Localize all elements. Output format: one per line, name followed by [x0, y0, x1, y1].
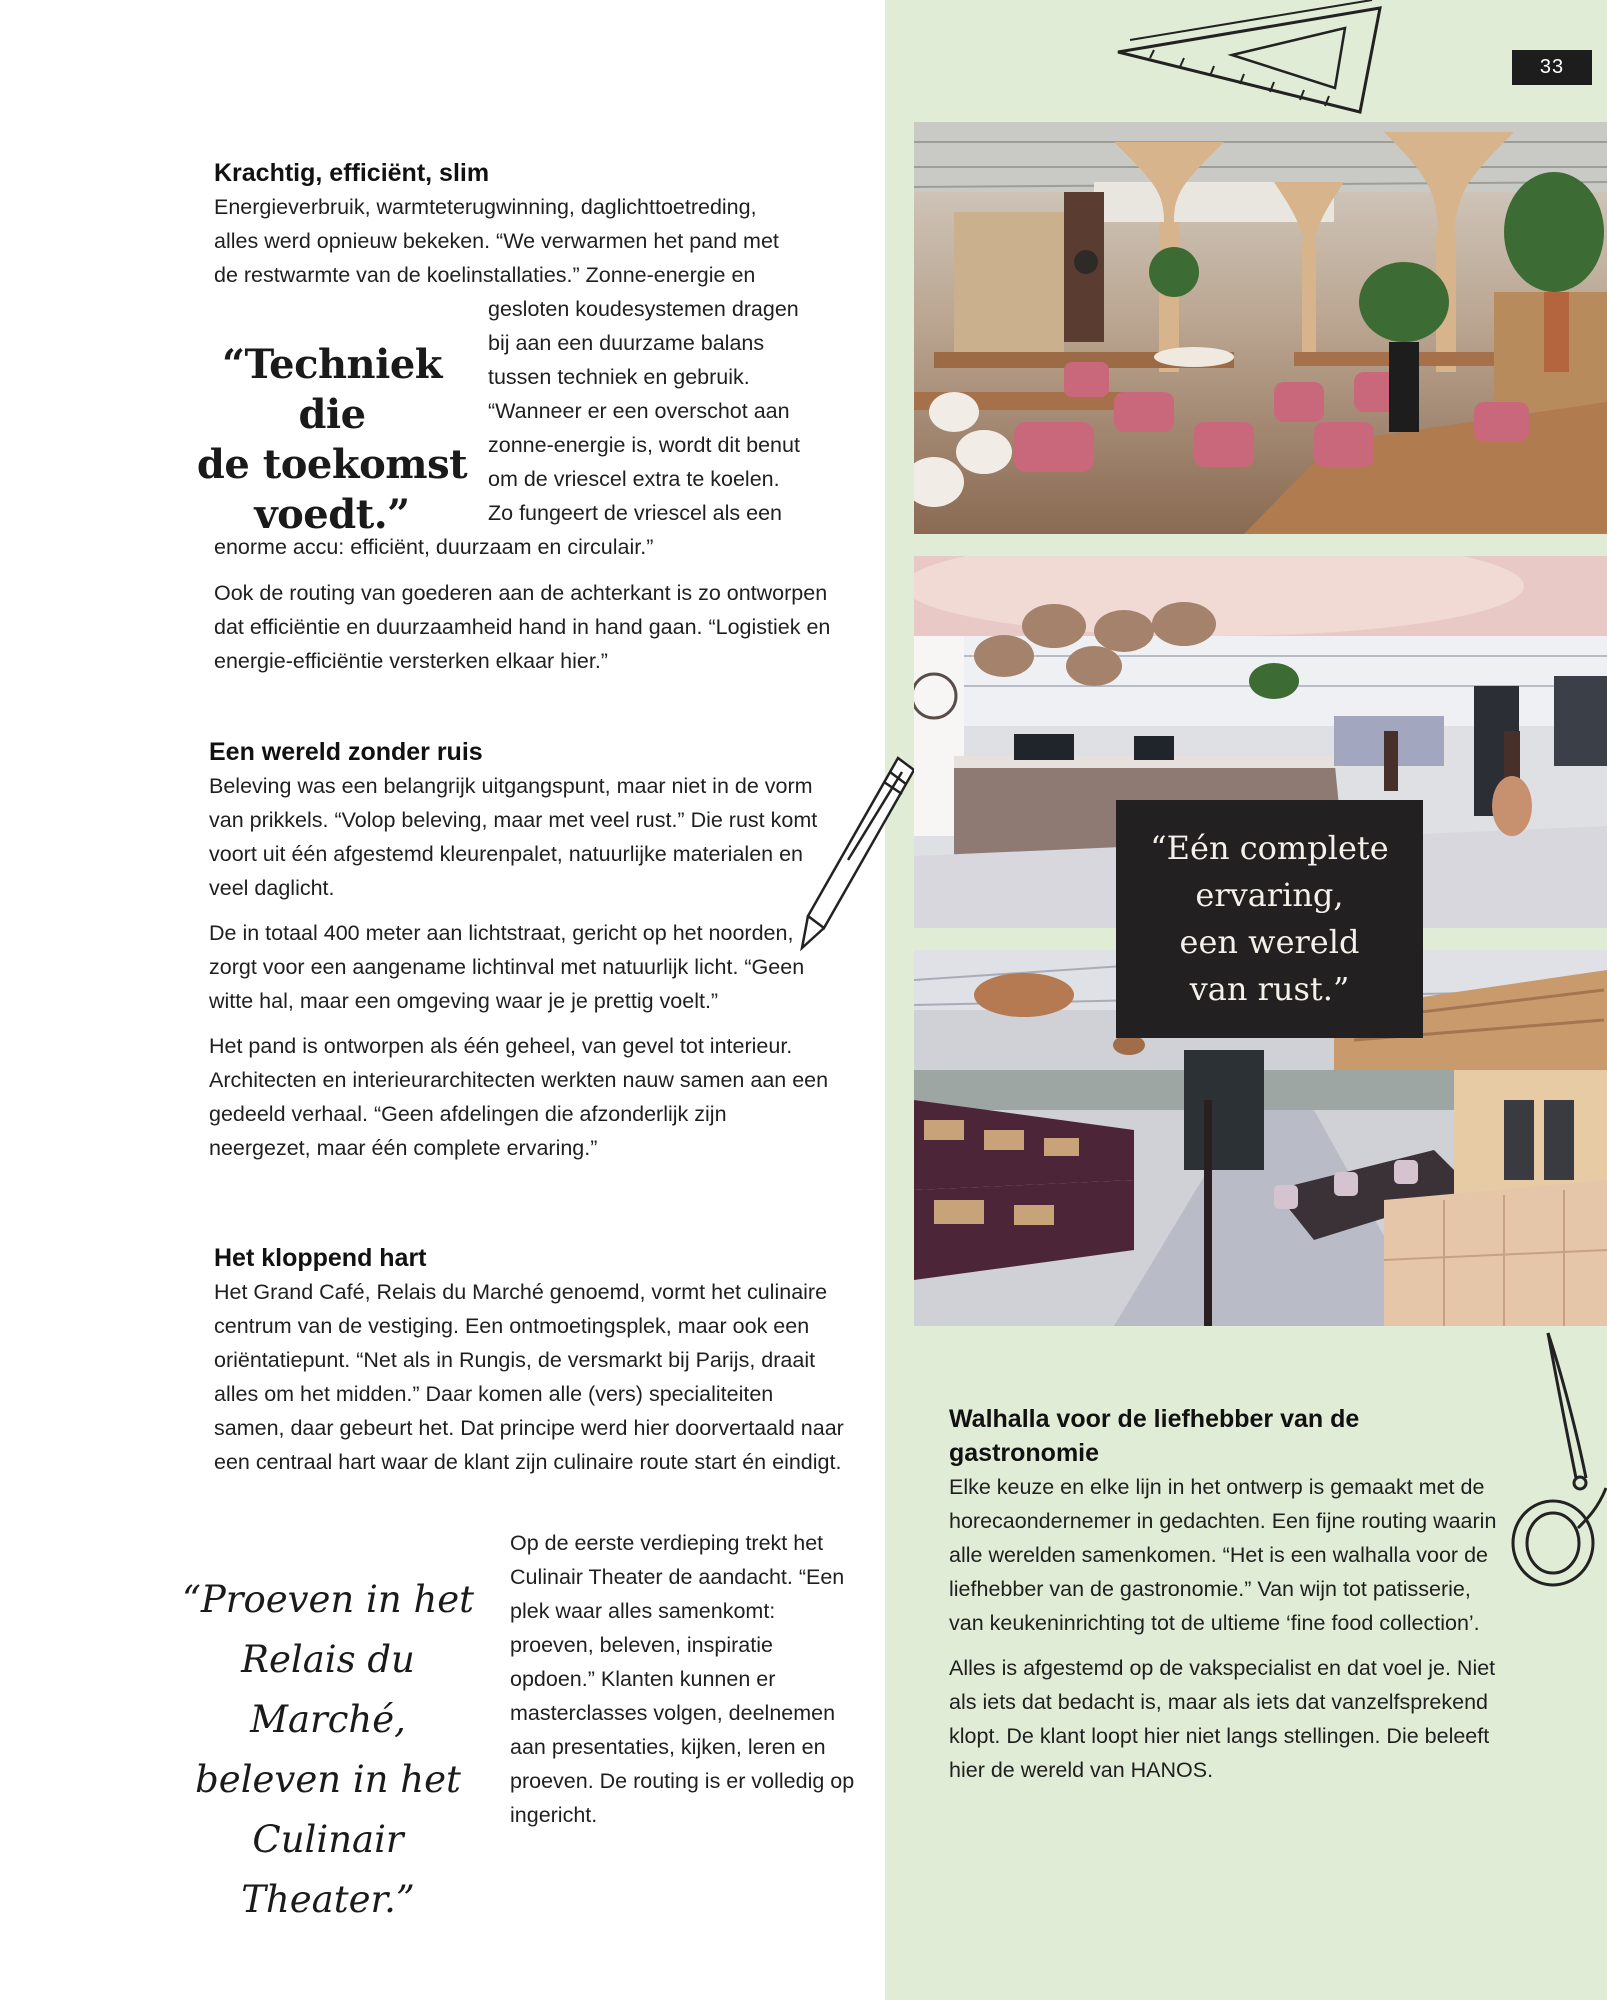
paragraph: De in totaal 400 meter aan lichtstraat, gericht op het noorden, zorgt voor een aangename lichtinval met natuurlijk licht. “Geen witte hal, maar een omgeving waar je je prettig voelt.”	[209, 921, 805, 1013]
paragraph: Het pand is ontworpen als één geheel, van gevel tot interieur. Architecten en interieurarchitecten werkten nauw samen aan een gedeeld verhaal. “Geen afdelingen die afzonderlijk zijn neergezet, maar één complete ervaring.”	[209, 1034, 829, 1160]
pull-quote-proeven	[168, 1570, 488, 1930]
quote-line: voedt.”	[254, 491, 410, 538]
quote-line: Relais du Marché,	[241, 1638, 415, 1741]
quote-line: een wereld	[1179, 923, 1360, 961]
text-line: tussen techniek en gebruik.	[488, 365, 750, 389]
pull-quote-techniek	[196, 340, 468, 540]
quote-line: “Proeven in het	[181, 1578, 475, 1621]
text-line: om de vriescel extra te koelen.	[488, 467, 780, 491]
text-line: “Wanneer er een overschot aan	[488, 399, 790, 423]
pull-quote-complete-ervaring	[1116, 800, 1423, 1038]
text-line: bij aan een duurzame balans	[488, 331, 765, 355]
pencil-sketch	[798, 750, 918, 955]
quote-line: “Eén complete	[1150, 829, 1389, 867]
paragraph: Ook de routing van goederen aan de achterkant is zo ontworpen dat efficiëntie en duurzaamheid hand in hand gaan. “Logistiek en energie-efficiëntie versterken elkaar hier.”	[214, 581, 831, 673]
scissors-sketch	[1508, 1328, 1607, 1600]
quote-line: ervaring,	[1195, 876, 1344, 914]
paragraph: Het Grand Café, Relais du Marché genoemd, vormt het culinaire centrum van de vestiging. Een ontmoetingsplek, maar ook een oriëntatiepunt. “Net als in Rungis, de versmarkt bij Parijs, draait alles om het midden.” Daar komen alle (vers) specialiteiten samen, daar gebeurt het. Dat principe werd hier doorvertaald naar een centraal hart waar de klant zijn culinaire route start én eindigt.	[214, 1280, 844, 1474]
quote-line: beleven in het Culinair	[195, 1758, 461, 1861]
text-line: Energieverbruik, warmteterugwinning, daglichttoetreding,	[214, 195, 757, 219]
text-line: alles werd opnieuw bekeken. “We verwarmen het pand met	[214, 229, 779, 253]
section-krachtig	[214, 156, 854, 292]
section-krachtig-narrow	[488, 292, 868, 530]
text-line: gesloten koudesystemen dragen	[488, 297, 799, 321]
section-wereld	[209, 735, 834, 1165]
paragraph-routing	[214, 576, 839, 678]
section-kloppend-hart	[214, 1241, 844, 1479]
paragraph-culinair-theater	[510, 1526, 855, 1832]
text-line: enorme accu: efficiënt, duurzaam en circulair.”	[214, 535, 654, 559]
text-line: zonne-energie is, wordt dit benut	[488, 433, 800, 457]
section-krachtig-end	[214, 530, 854, 564]
heading-krachtig: Krachtig, efficiënt, slim	[214, 159, 490, 187]
triangle-ruler-sketch	[1110, 0, 1400, 120]
quote-line: “Techniek die	[221, 341, 442, 438]
page-number: 33	[1512, 50, 1592, 85]
quote-line: van rust.”	[1189, 970, 1350, 1008]
paragraph: Beleving was een belangrijk uitgangspunt, maar niet in de vorm van prikkels. “Volop beleving, maar met veel rust.” Die rust komt voort uit één afgestemd kleurenpalet, natuurlijke materialen en veel daglicht.	[209, 774, 818, 900]
photo-grand-cafe	[914, 122, 1607, 534]
section-walhalla	[949, 1402, 1509, 1787]
paragraph: Elke keuze en elke lijn in het ontwerp is gemaakt met de horecaondernemer in gedachten. Een fijne routing waarin alle werelden samenkomen. “Het is een walhalla voor de liefhebber van de gastronomie.” Van wijn tot patisserie, van keukeninrichting tot de ultieme ‘fine food collection’.	[949, 1475, 1497, 1635]
paragraph: Op de eerste verdieping trekt het Culinair Theater de aandacht. “Een plek waar alles samenkomt: proeven, beleven, inspiratie opdoen.” Klanten kunnen er masterclasses volgen, deelnemen aan presentaties, kijken, leren en proeven. De routing is er volledig op ingericht.	[510, 1531, 855, 1827]
quote-line: de toekomst	[196, 441, 468, 488]
text-line: de restwarmte van de koelinstallaties.” Zonne-energie en	[214, 263, 756, 287]
heading-kloppend-hart: Het kloppend hart	[214, 1244, 427, 1272]
paragraph: Alles is afgestemd op de vakspecialist en dat voel je. Niet als iets dat bedacht is, maar als iets dat vanzelfsprekend klopt. De klant loopt hier niet langs stellingen. Die beleeft hier de wereld van HANOS.	[949, 1656, 1496, 1782]
heading-walhalla: Walhalla voor de liefhebber van de gastronomie	[949, 1405, 1360, 1467]
quote-line: Theater.”	[241, 1878, 415, 1921]
text-line: Zo fungeert de vriescel als een	[488, 501, 782, 525]
heading-wereld: Een wereld zonder ruis	[209, 738, 483, 766]
